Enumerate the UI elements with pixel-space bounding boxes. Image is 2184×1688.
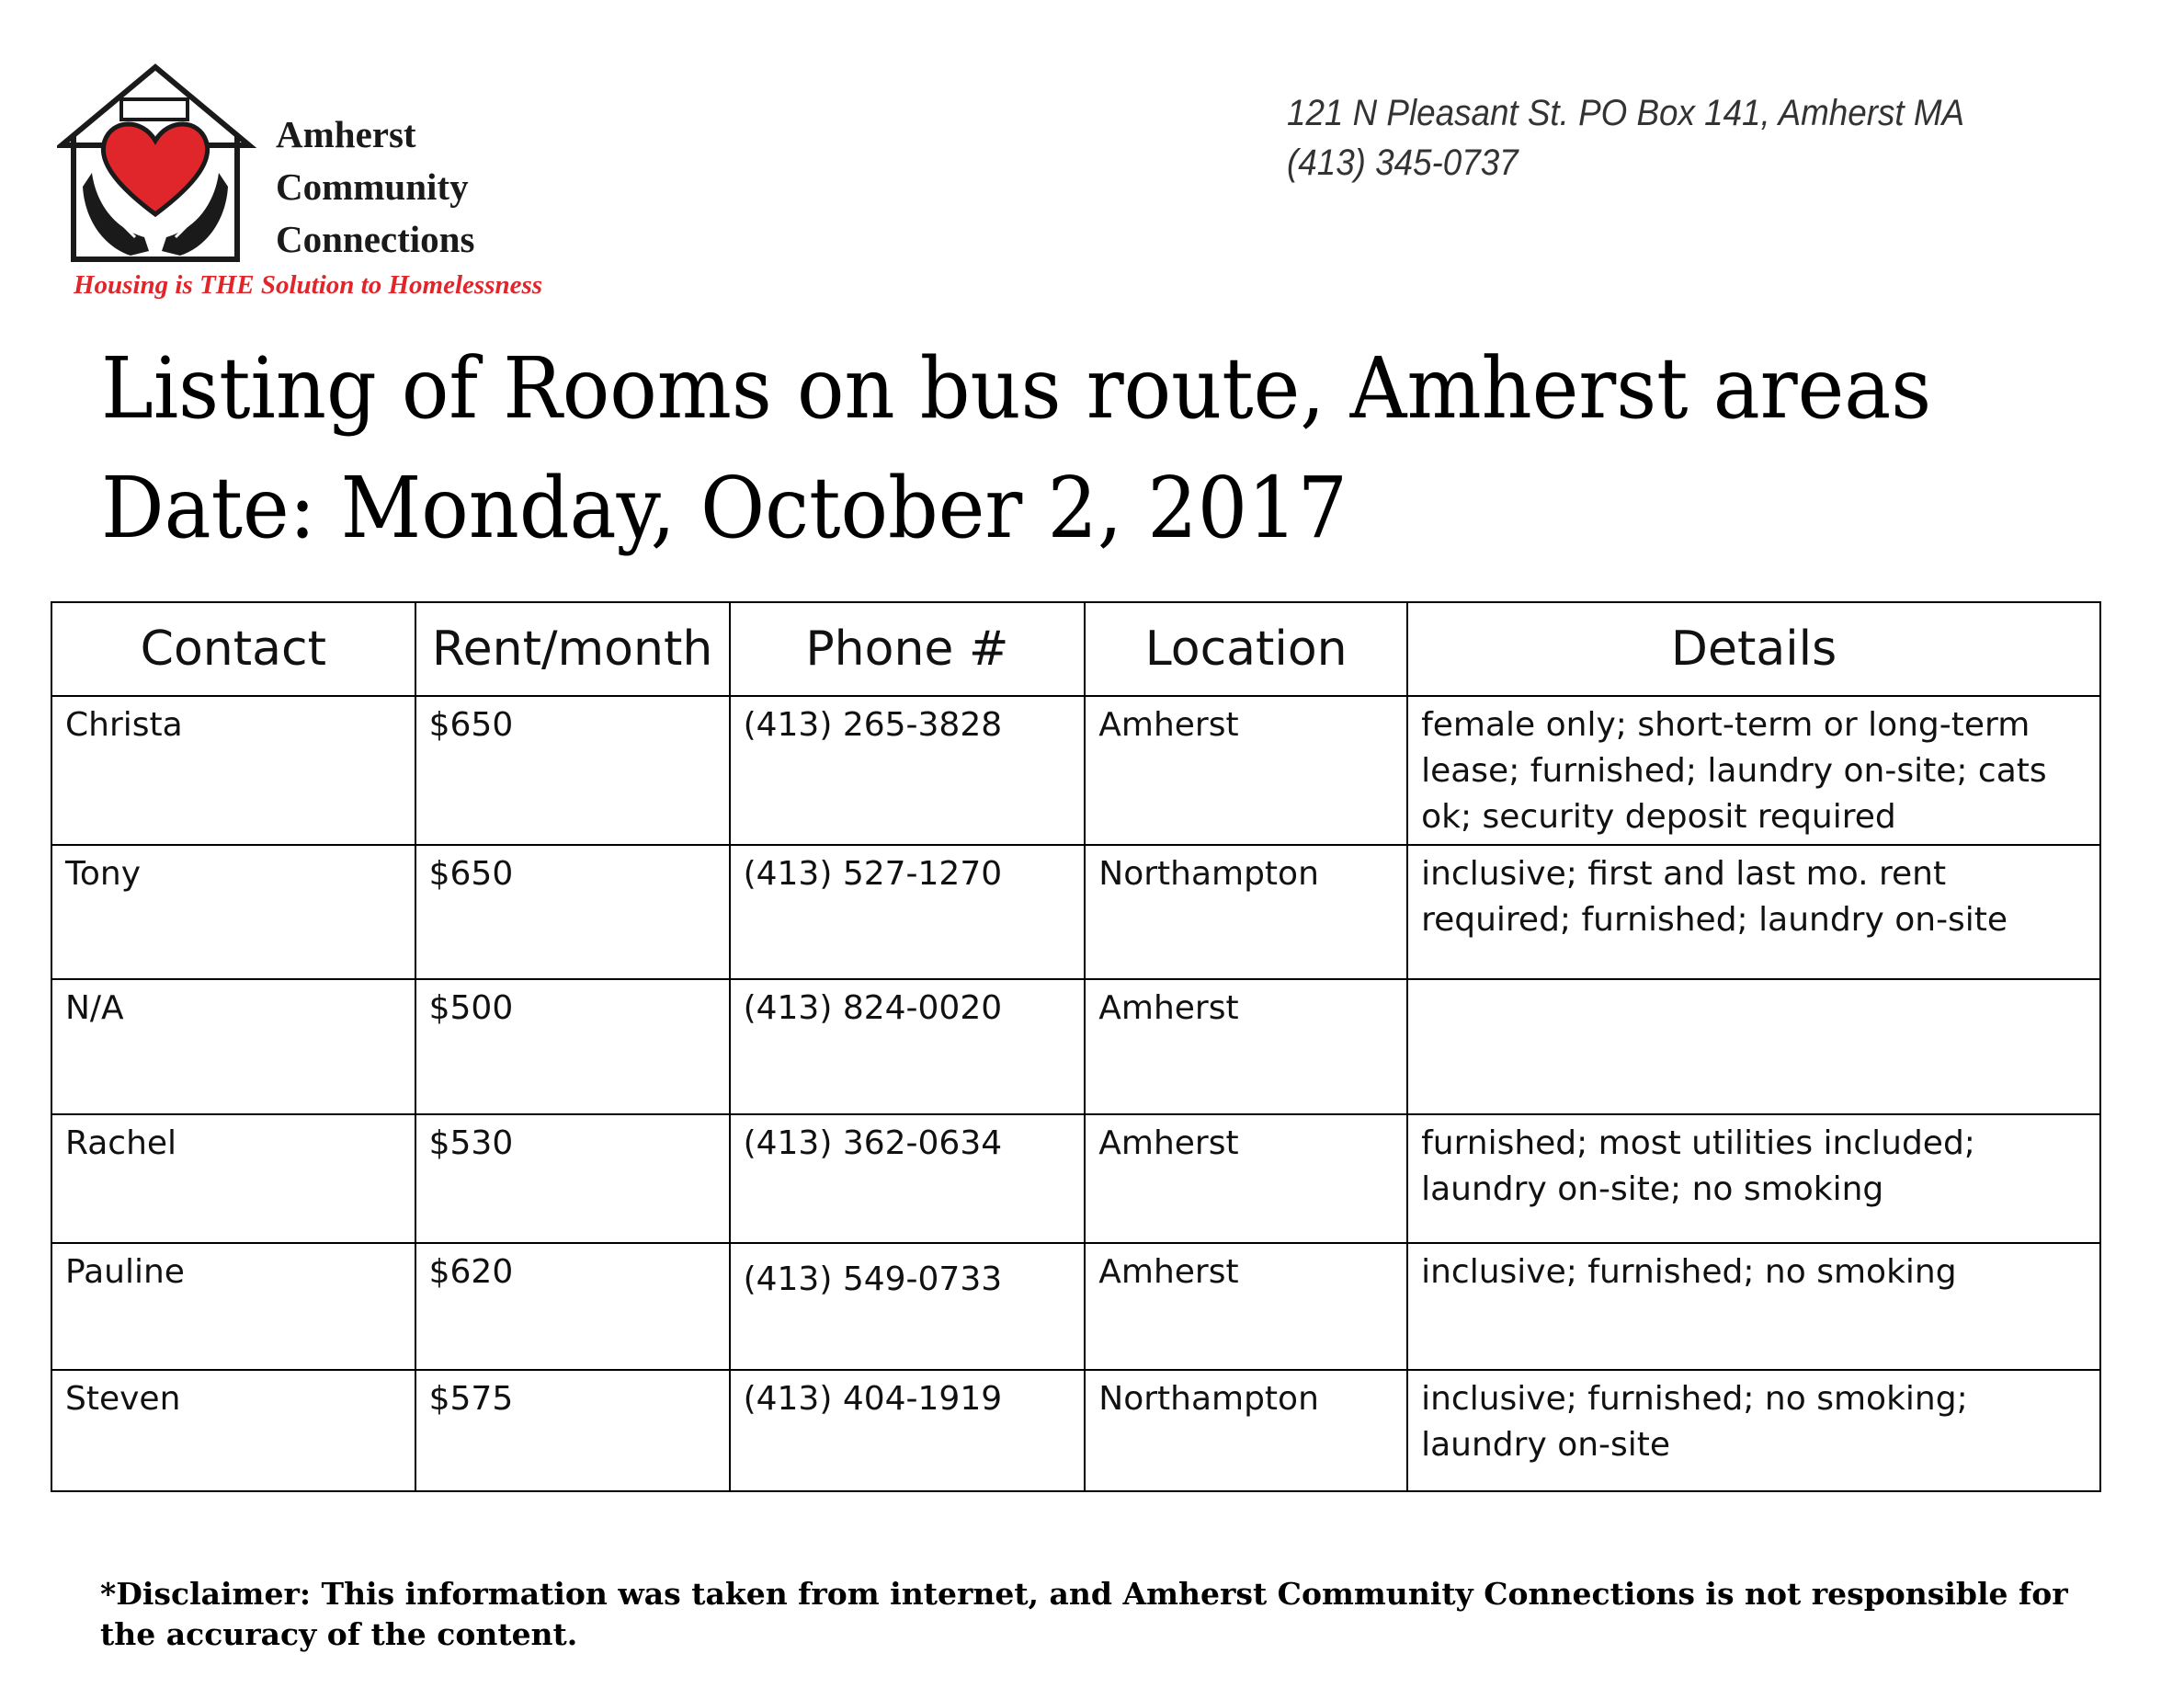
table-row (51, 1114, 2100, 1243)
contact-cell: Rachel (51, 1114, 415, 1243)
details-cell: inclusive; furnished; no smoking; laundry on-site (1407, 1370, 2100, 1491)
address-line: 121 N Pleasant St. PO Box 141, Amherst MA (1287, 93, 1965, 133)
details-cell: inclusive; first and last mo. rent required; furnished; laundry on-site (1407, 845, 2100, 979)
table-row (51, 696, 2100, 845)
page-title (101, 329, 1931, 568)
phone-text: (413) 549-0733 (743, 1260, 1003, 1298)
organization-name (276, 108, 474, 266)
column-header-phone: Phone # (730, 602, 1086, 696)
tagline: Housing is THE Solution to Homelessness (74, 270, 543, 300)
details-cell: inclusive; furnished; no smoking (1407, 1243, 2100, 1370)
table-row (51, 979, 2100, 1114)
contact-cell: N/A (51, 979, 415, 1114)
table-row (51, 845, 2100, 979)
phone-cell: (413) 527-1270 (730, 845, 1086, 979)
location-cell: Northampton (1085, 845, 1407, 979)
disclaimer-text: *Disclaimer: This information was taken from internet, and Amherst Community Connections is not responsible for the accuracy of the content. (100, 1576, 2068, 1652)
title-line-1: Listing of Rooms on bus route, Amherst areas (101, 339, 1932, 438)
contact-cell: Christa (51, 696, 415, 845)
location-cell: Amherst (1085, 1243, 1407, 1370)
org-name-line: Community (276, 165, 469, 208)
location-cell: Amherst (1085, 979, 1407, 1114)
contact-cell: Pauline (51, 1243, 415, 1370)
phone-cell: (413) 824-0020 (730, 979, 1086, 1114)
contact-cell: Tony (51, 845, 415, 979)
phone-cell: (413) 265-3828 (730, 696, 1086, 845)
phone-cell: (413) 404-1919 (730, 1370, 1086, 1491)
rooms-table (51, 601, 2101, 1492)
details-cell: furnished; most utilities included; laundry on-site; no smoking (1407, 1114, 2100, 1243)
column-header-rent: Rent/month (415, 602, 730, 696)
table-row (51, 1370, 2100, 1491)
table-row (51, 1243, 2100, 1370)
table-header-row (51, 602, 2100, 696)
location-cell: Northampton (1085, 1370, 1407, 1491)
rent-cell: $530 (415, 1114, 730, 1243)
column-header-location: Location (1085, 602, 1407, 696)
house-heart-hands-icon (57, 63, 268, 269)
contact-address-block (1287, 88, 1964, 188)
location-cell: Amherst (1085, 696, 1407, 845)
column-header-contact: Contact (51, 602, 415, 696)
rent-cell: $500 (415, 979, 730, 1114)
details-cell: female only; short-term or long-term lease; furnished; laundry on-site; cats ok; security deposit required (1407, 696, 2100, 845)
org-name-line: Connections (276, 218, 475, 260)
location-cell: Amherst (1085, 1114, 1407, 1243)
title-date-line: Date: Monday, October 2, 2017 (101, 459, 1348, 557)
rent-cell: $575 (415, 1370, 730, 1491)
phone-cell: (413) 362-0634 (730, 1114, 1086, 1243)
org-name-line: Amherst (276, 113, 416, 155)
rent-cell: $620 (415, 1243, 730, 1370)
phone-cell (730, 1243, 1086, 1370)
rent-cell: $650 (415, 696, 730, 845)
details-cell (1407, 979, 2100, 1114)
column-header-details: Details (1407, 602, 2100, 696)
rent-cell: $650 (415, 845, 730, 979)
contact-cell: Steven (51, 1370, 415, 1491)
phone-line: (413) 345-0737 (1287, 143, 1519, 183)
organization-logo (57, 63, 645, 320)
